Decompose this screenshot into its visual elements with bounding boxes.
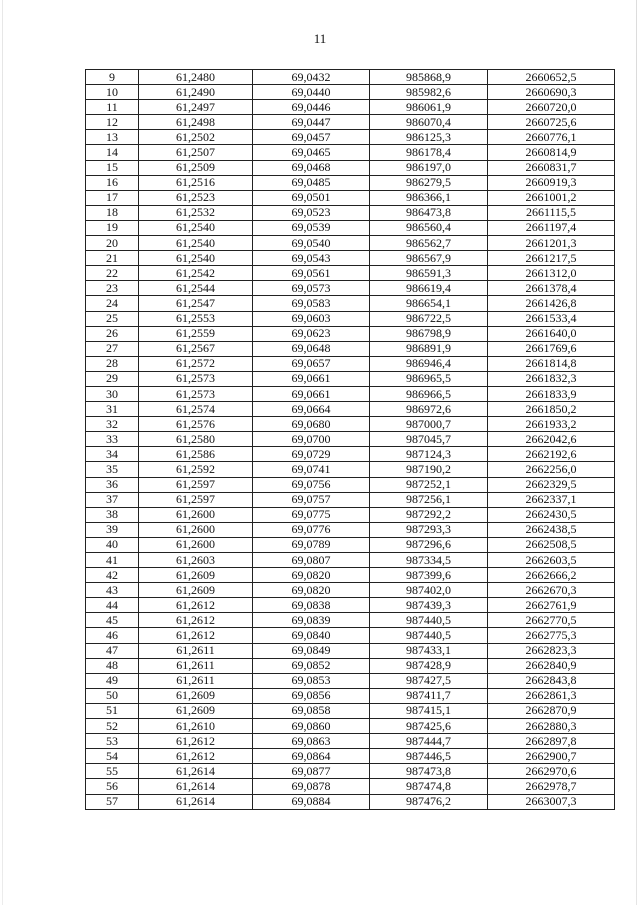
x-coordinate-cell: 987256,1 [370,492,488,507]
longitude-cell: 69,0457 [253,130,370,145]
longitude-cell: 69,0852 [253,658,370,673]
table-row [86,477,615,492]
y-coordinate-cell: 2662438,5 [488,522,615,537]
y-coordinate-cell: 2661378,4 [488,281,615,296]
latitude-cell: 61,2610 [139,719,253,734]
latitude-cell: 61,2540 [139,236,253,251]
table-row [86,266,615,281]
longitude-cell: 69,0523 [253,205,370,220]
longitude-cell: 69,0853 [253,673,370,688]
point-number-cell: 19 [86,220,139,235]
longitude-cell: 69,0775 [253,507,370,522]
table-row [86,145,615,160]
x-coordinate-cell: 987296,6 [370,537,488,552]
table-row [86,764,615,779]
x-coordinate-cell: 985982,6 [370,85,488,100]
table-row [86,356,615,371]
y-coordinate-cell: 2661832,3 [488,371,615,386]
x-coordinate-cell: 986178,4 [370,145,488,160]
x-coordinate-cell: 987444,7 [370,734,488,749]
y-coordinate-cell: 2662870,9 [488,703,615,718]
table-row [86,703,615,718]
y-coordinate-cell: 2662603,5 [488,553,615,568]
x-coordinate-cell: 987440,5 [370,613,488,628]
point-number-cell: 26 [86,326,139,341]
longitude-cell: 69,0664 [253,402,370,417]
x-coordinate-cell: 986798,9 [370,326,488,341]
point-number-cell: 12 [86,115,139,130]
coordinates-table [85,69,615,810]
table-row [86,85,615,100]
latitude-cell: 61,2612 [139,613,253,628]
table-row [86,583,615,598]
y-coordinate-cell: 2662978,7 [488,779,615,794]
x-coordinate-cell: 986061,9 [370,100,488,115]
point-number-cell: 53 [86,734,139,749]
longitude-cell: 69,0838 [253,598,370,613]
table-row [86,568,615,583]
x-coordinate-cell: 986654,1 [370,296,488,311]
longitude-cell: 69,0543 [253,251,370,266]
longitude-cell: 69,0661 [253,386,370,401]
latitude-cell: 61,2614 [139,779,253,794]
point-number-cell: 34 [86,447,139,462]
x-coordinate-cell: 986125,3 [370,130,488,145]
latitude-cell: 61,2490 [139,85,253,100]
table-row [86,251,615,266]
x-coordinate-cell: 986891,9 [370,341,488,356]
longitude-cell: 69,0884 [253,794,370,809]
table-row [86,311,615,326]
longitude-cell: 69,0756 [253,477,370,492]
y-coordinate-cell: 2662329,5 [488,477,615,492]
longitude-cell: 69,0877 [253,764,370,779]
y-coordinate-cell: 2660725,6 [488,115,615,130]
table-row [86,341,615,356]
latitude-cell: 61,2532 [139,205,253,220]
longitude-cell: 69,0485 [253,175,370,190]
table-row [86,205,615,220]
y-coordinate-cell: 2662900,7 [488,749,615,764]
table-row [86,296,615,311]
latitude-cell: 61,2497 [139,100,253,115]
point-number-cell: 56 [86,779,139,794]
longitude-cell: 69,0446 [253,100,370,115]
point-number-cell: 52 [86,719,139,734]
point-number-cell: 41 [86,553,139,568]
longitude-cell: 69,0501 [253,190,370,205]
point-number-cell: 40 [86,537,139,552]
y-coordinate-cell: 2661933,2 [488,417,615,432]
x-coordinate-cell: 986619,4 [370,281,488,296]
latitude-cell: 61,2544 [139,281,253,296]
latitude-cell: 61,2498 [139,115,253,130]
latitude-cell: 61,2597 [139,492,253,507]
longitude-cell: 69,0840 [253,628,370,643]
x-coordinate-cell: 986070,4 [370,115,488,130]
point-number-cell: 43 [86,583,139,598]
point-number-cell: 54 [86,749,139,764]
table-row [86,688,615,703]
point-number-cell: 29 [86,371,139,386]
latitude-cell: 61,2509 [139,160,253,175]
table-row [86,236,615,251]
longitude-cell: 69,0849 [253,643,370,658]
y-coordinate-cell: 2661850,2 [488,402,615,417]
latitude-cell: 61,2523 [139,190,253,205]
y-coordinate-cell: 2662337,1 [488,492,615,507]
x-coordinate-cell: 987446,5 [370,749,488,764]
latitude-cell: 61,2600 [139,507,253,522]
point-number-cell: 55 [86,764,139,779]
latitude-cell: 61,2609 [139,583,253,598]
x-coordinate-cell: 987190,2 [370,462,488,477]
point-number-cell: 20 [86,236,139,251]
latitude-cell: 61,2540 [139,251,253,266]
table-row [86,794,615,809]
longitude-cell: 69,0858 [253,703,370,718]
scan-edge-left [2,0,3,905]
y-coordinate-cell: 2662880,3 [488,719,615,734]
scan-edge-right [636,0,637,905]
y-coordinate-cell: 2661640,0 [488,326,615,341]
latitude-cell: 61,2567 [139,341,253,356]
point-number-cell: 33 [86,432,139,447]
point-number-cell: 48 [86,658,139,673]
latitude-cell: 61,2573 [139,386,253,401]
point-number-cell: 25 [86,311,139,326]
table-row [86,100,615,115]
point-number-cell: 35 [86,462,139,477]
point-number-cell: 21 [86,251,139,266]
y-coordinate-cell: 2661426,8 [488,296,615,311]
y-coordinate-cell: 2662042,6 [488,432,615,447]
point-number-cell: 24 [86,296,139,311]
latitude-cell: 61,2540 [139,220,253,235]
x-coordinate-cell: 986197,0 [370,160,488,175]
y-coordinate-cell: 2662508,5 [488,537,615,552]
table-row [86,326,615,341]
table-row [86,628,615,643]
point-number-cell: 28 [86,356,139,371]
x-coordinate-cell: 986567,9 [370,251,488,266]
point-number-cell: 22 [86,266,139,281]
longitude-cell: 69,0729 [253,447,370,462]
longitude-cell: 69,0623 [253,326,370,341]
latitude-cell: 61,2609 [139,688,253,703]
point-number-cell: 37 [86,492,139,507]
longitude-cell: 69,0839 [253,613,370,628]
latitude-cell: 61,2502 [139,130,253,145]
latitude-cell: 61,2559 [139,326,253,341]
latitude-cell: 61,2611 [139,673,253,688]
point-number-cell: 36 [86,477,139,492]
longitude-cell: 69,0789 [253,537,370,552]
table-row [86,507,615,522]
table-row [86,553,615,568]
y-coordinate-cell: 2662897,8 [488,734,615,749]
x-coordinate-cell: 986972,6 [370,402,488,417]
y-coordinate-cell: 2661197,4 [488,220,615,235]
longitude-cell: 69,0657 [253,356,370,371]
table-row [86,70,615,85]
y-coordinate-cell: 2662970,6 [488,764,615,779]
x-coordinate-cell: 987473,8 [370,764,488,779]
point-number-cell: 39 [86,522,139,537]
y-coordinate-cell: 2662823,3 [488,643,615,658]
y-coordinate-cell: 2662666,2 [488,568,615,583]
longitude-cell: 69,0465 [253,145,370,160]
latitude-cell: 61,2580 [139,432,253,447]
point-number-cell: 9 [86,70,139,85]
y-coordinate-cell: 2661533,4 [488,311,615,326]
longitude-cell: 69,0856 [253,688,370,703]
x-coordinate-cell: 986946,4 [370,356,488,371]
latitude-cell: 61,2612 [139,628,253,643]
point-number-cell: 16 [86,175,139,190]
table-row [86,417,615,432]
y-coordinate-cell: 2662670,3 [488,583,615,598]
longitude-cell: 69,0820 [253,568,370,583]
y-coordinate-cell: 2660690,3 [488,85,615,100]
x-coordinate-cell: 986560,4 [370,220,488,235]
latitude-cell: 61,2573 [139,371,253,386]
x-coordinate-cell: 987293,3 [370,522,488,537]
y-coordinate-cell: 2661312,0 [488,266,615,281]
point-number-cell: 49 [86,673,139,688]
point-number-cell: 42 [86,568,139,583]
x-coordinate-cell: 987124,3 [370,447,488,462]
x-coordinate-cell: 987427,5 [370,673,488,688]
point-number-cell: 45 [86,613,139,628]
x-coordinate-cell: 987425,6 [370,719,488,734]
point-number-cell: 17 [86,190,139,205]
y-coordinate-cell: 2662770,5 [488,613,615,628]
point-number-cell: 46 [86,628,139,643]
latitude-cell: 61,2609 [139,703,253,718]
y-coordinate-cell: 2662761,9 [488,598,615,613]
y-coordinate-cell: 2661115,5 [488,205,615,220]
longitude-cell: 69,0540 [253,236,370,251]
latitude-cell: 61,2586 [139,447,253,462]
longitude-cell: 69,0561 [253,266,370,281]
x-coordinate-cell: 987000,7 [370,417,488,432]
y-coordinate-cell: 2662861,3 [488,688,615,703]
point-number-cell: 13 [86,130,139,145]
point-number-cell: 57 [86,794,139,809]
latitude-cell: 61,2614 [139,764,253,779]
table-row [86,522,615,537]
longitude-cell: 69,0432 [253,70,370,85]
latitude-cell: 61,2603 [139,553,253,568]
point-number-cell: 47 [86,643,139,658]
table-row [86,643,615,658]
table-row [86,130,615,145]
y-coordinate-cell: 2661833,9 [488,386,615,401]
longitude-cell: 69,0447 [253,115,370,130]
x-coordinate-cell: 987292,2 [370,507,488,522]
latitude-cell: 61,2600 [139,537,253,552]
page-number: 11 [313,31,327,46]
latitude-cell: 61,2480 [139,70,253,85]
latitude-cell: 61,2600 [139,522,253,537]
latitude-cell: 61,2574 [139,402,253,417]
table-row [86,779,615,794]
point-number-cell: 27 [86,341,139,356]
longitude-cell: 69,0583 [253,296,370,311]
longitude-cell: 69,0807 [253,553,370,568]
y-coordinate-cell: 2660831,7 [488,160,615,175]
table-row [86,115,615,130]
longitude-cell: 69,0863 [253,734,370,749]
table-row [86,190,615,205]
longitude-cell: 69,0661 [253,371,370,386]
table-row [86,734,615,749]
table-row [86,281,615,296]
x-coordinate-cell: 986473,8 [370,205,488,220]
point-number-cell: 38 [86,507,139,522]
x-coordinate-cell: 987334,5 [370,553,488,568]
longitude-cell: 69,0468 [253,160,370,175]
x-coordinate-cell: 986366,1 [370,190,488,205]
y-coordinate-cell: 2661814,8 [488,356,615,371]
longitude-cell: 69,0820 [253,583,370,598]
table-row [86,749,615,764]
point-number-cell: 31 [86,402,139,417]
latitude-cell: 61,2614 [139,794,253,809]
x-coordinate-cell: 987428,9 [370,658,488,673]
x-coordinate-cell: 987440,5 [370,628,488,643]
y-coordinate-cell: 2662775,3 [488,628,615,643]
y-coordinate-cell: 2662843,8 [488,673,615,688]
table-row [86,175,615,190]
table-row [86,160,615,175]
point-number-cell: 30 [86,386,139,401]
x-coordinate-cell: 986722,5 [370,311,488,326]
point-number-cell: 44 [86,598,139,613]
point-number-cell: 11 [86,100,139,115]
table-row [86,371,615,386]
latitude-cell: 61,2553 [139,311,253,326]
point-number-cell: 23 [86,281,139,296]
table-row [86,598,615,613]
y-coordinate-cell: 2662256,0 [488,462,615,477]
latitude-cell: 61,2592 [139,462,253,477]
x-coordinate-cell: 987415,1 [370,703,488,718]
table-row [86,613,615,628]
point-number-cell: 14 [86,145,139,160]
y-coordinate-cell: 2660720,0 [488,100,615,115]
longitude-cell: 69,0539 [253,220,370,235]
latitude-cell: 61,2516 [139,175,253,190]
point-number-cell: 51 [86,703,139,718]
table-row [86,402,615,417]
longitude-cell: 69,0648 [253,341,370,356]
table-row [86,673,615,688]
latitude-cell: 61,2542 [139,266,253,281]
x-coordinate-cell: 986562,7 [370,236,488,251]
longitude-cell: 69,0864 [253,749,370,764]
table-row [86,432,615,447]
y-coordinate-cell: 2660814,9 [488,145,615,160]
table-row [86,537,615,552]
longitude-cell: 69,0757 [253,492,370,507]
point-number-cell: 50 [86,688,139,703]
longitude-cell: 69,0741 [253,462,370,477]
y-coordinate-cell: 2661769,6 [488,341,615,356]
latitude-cell: 61,2597 [139,477,253,492]
y-coordinate-cell: 2660652,5 [488,70,615,85]
y-coordinate-cell: 2661217,5 [488,251,615,266]
table-row [86,447,615,462]
latitude-cell: 61,2612 [139,598,253,613]
latitude-cell: 61,2612 [139,749,253,764]
point-number-cell: 10 [86,85,139,100]
latitude-cell: 61,2576 [139,417,253,432]
latitude-cell: 61,2609 [139,568,253,583]
point-number-cell: 18 [86,205,139,220]
x-coordinate-cell: 987252,1 [370,477,488,492]
y-coordinate-cell: 2660776,1 [488,130,615,145]
x-coordinate-cell: 986591,3 [370,266,488,281]
x-coordinate-cell: 987476,2 [370,794,488,809]
longitude-cell: 69,0573 [253,281,370,296]
latitude-cell: 61,2572 [139,356,253,371]
longitude-cell: 69,0680 [253,417,370,432]
coordinates-table-body [86,70,615,810]
x-coordinate-cell: 987045,7 [370,432,488,447]
table-row [86,386,615,401]
y-coordinate-cell: 2662840,9 [488,658,615,673]
latitude-cell: 61,2507 [139,145,253,160]
longitude-cell: 69,0700 [253,432,370,447]
latitude-cell: 61,2612 [139,734,253,749]
x-coordinate-cell: 986966,5 [370,386,488,401]
x-coordinate-cell: 985868,9 [370,70,488,85]
longitude-cell: 69,0776 [253,522,370,537]
latitude-cell: 61,2611 [139,643,253,658]
y-coordinate-cell: 2662192,6 [488,447,615,462]
y-coordinate-cell: 2660919,3 [488,175,615,190]
table-row [86,719,615,734]
x-coordinate-cell: 987399,6 [370,568,488,583]
x-coordinate-cell: 987411,7 [370,688,488,703]
table-row [86,220,615,235]
y-coordinate-cell: 2661201,3 [488,236,615,251]
y-coordinate-cell: 2662430,5 [488,507,615,522]
longitude-cell: 69,0440 [253,85,370,100]
latitude-cell: 61,2547 [139,296,253,311]
x-coordinate-cell: 987439,3 [370,598,488,613]
table-row [86,462,615,477]
table-row [86,492,615,507]
x-coordinate-cell: 987433,1 [370,643,488,658]
latitude-cell: 61,2611 [139,658,253,673]
x-coordinate-cell: 986279,5 [370,175,488,190]
table-row [86,658,615,673]
longitude-cell: 69,0878 [253,779,370,794]
point-number-cell: 32 [86,417,139,432]
longitude-cell: 69,0603 [253,311,370,326]
point-number-cell: 15 [86,160,139,175]
y-coordinate-cell: 2663007,3 [488,794,615,809]
x-coordinate-cell: 986965,5 [370,371,488,386]
x-coordinate-cell: 987402,0 [370,583,488,598]
longitude-cell: 69,0860 [253,719,370,734]
y-coordinate-cell: 2661001,2 [488,190,615,205]
x-coordinate-cell: 987474,8 [370,779,488,794]
